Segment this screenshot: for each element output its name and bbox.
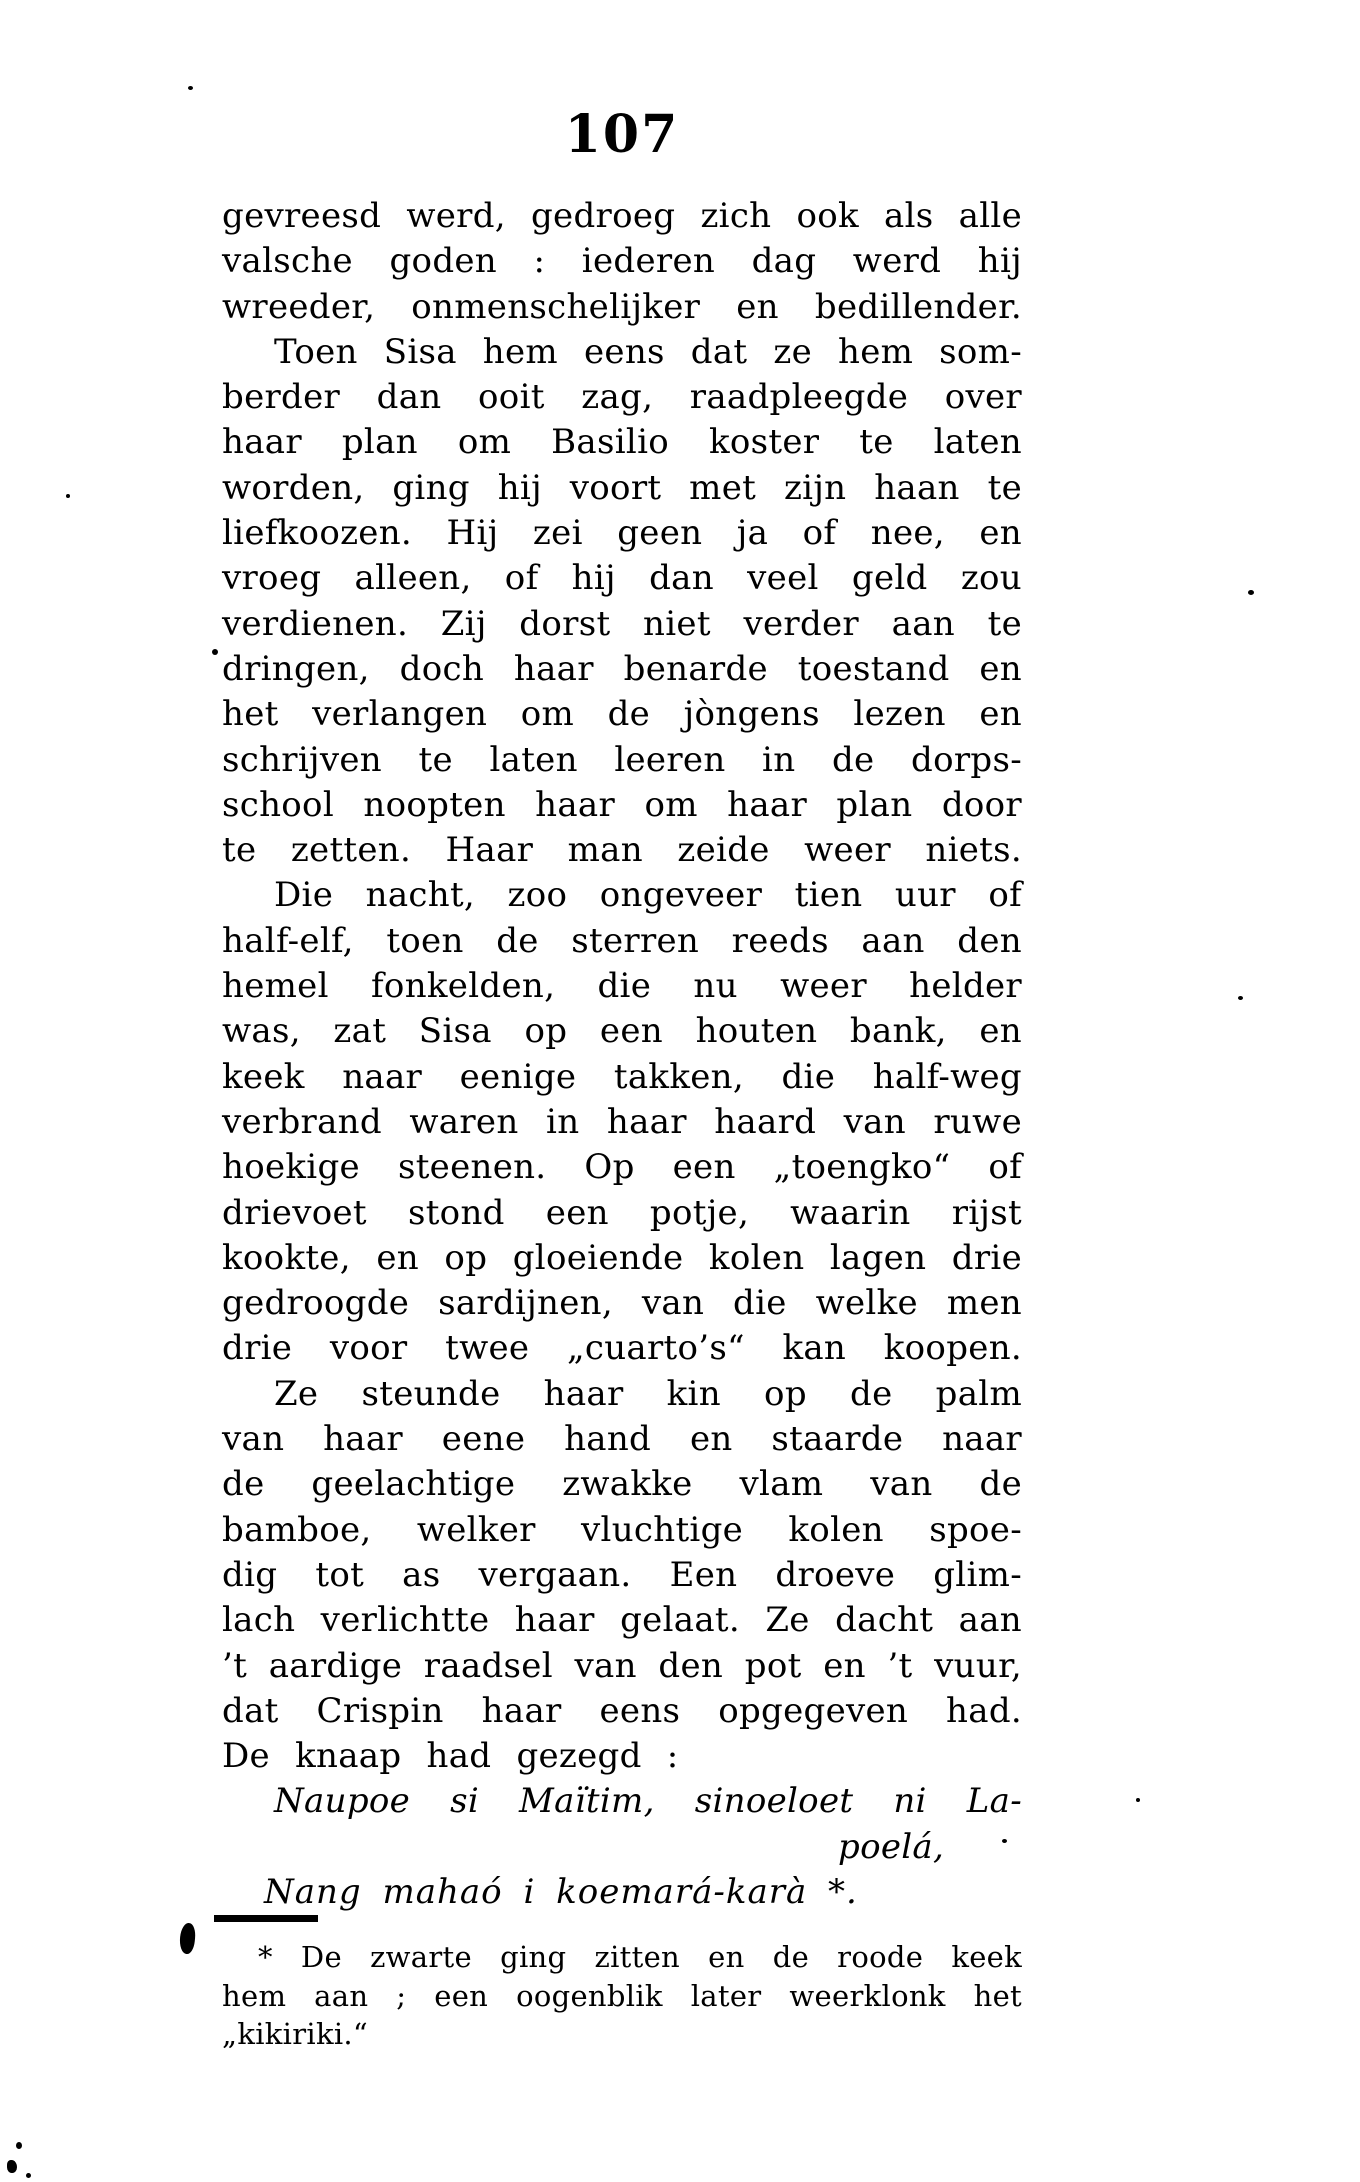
text-line: dringen, doch haar benarde toestand en	[222, 648, 1022, 689]
ink-speck	[1248, 590, 1254, 595]
paragraph	[222, 194, 1022, 330]
text-column	[222, 194, 1022, 1915]
ink-speck	[66, 494, 70, 498]
text-line: valsche goden : iederen dag werd hij	[222, 241, 1022, 282]
ink-speck	[1002, 1839, 1007, 1843]
text-line: berder dan ooit zag, raadpleegde over	[222, 377, 1022, 418]
text-line: bamboe, welker vluchtige kolen spoe-	[222, 1509, 1022, 1550]
text-line: vroeg alleen, of hij dan veel geld zou	[222, 558, 1022, 599]
ink-speck	[7, 2160, 17, 2173]
text-line: liefkoozen. Hij zei geen ja of nee, en	[222, 513, 1022, 554]
footnote	[222, 1938, 1022, 2054]
text-line: was, zat Sisa op een houten bank, en	[222, 1011, 1022, 1052]
text-line: van haar eene hand en staarde naar	[222, 1419, 1022, 1460]
text-line: Toen Sisa hem eens dat ze hem som-	[274, 331, 1022, 372]
ink-speck	[26, 2173, 31, 2178]
paragraph	[222, 1372, 1022, 1780]
text-line: Die nacht, zoo ongeveer tien uur of	[274, 875, 1022, 916]
text-line: De knaap had gezegd :	[222, 1736, 679, 1777]
text-line: drie voor twee „cuarto’s“ kan koopen.	[222, 1328, 1022, 1369]
ink-speck	[188, 86, 193, 90]
paragraph	[222, 330, 1022, 874]
text-line: half-elf, toen de sterren reeds aan den	[222, 920, 1022, 961]
text-line: drievoet stond een potje, waarin rijst	[222, 1192, 1022, 1233]
ink-speck	[16, 2142, 22, 2149]
text-line: worden, ging hij voort met zijn haan te	[222, 467, 1022, 508]
text-line: lach verlichtte haar gelaat. Ze dacht aan	[222, 1600, 1022, 1641]
ink-speck	[212, 649, 218, 655]
text-line: te zetten. Haar man zeide weer niets.	[222, 830, 1022, 871]
text-line: hoekige steenen. Op een „toengko“ of	[222, 1147, 1022, 1188]
text-line: gevreesd werd, gedroeg zich ook als alle	[222, 196, 1022, 236]
text-line: hem aan ; een oogenblik later weerklonk het	[222, 1978, 1022, 2013]
text-line: schrijven te laten leeren in de dorps-	[222, 739, 1022, 780]
text-line: haar plan om Basilio koster te laten	[222, 422, 1022, 463]
text-line: „kikiriki.“	[222, 2017, 369, 2051]
text-line: wreeder, onmenschelijker en bedillender.	[222, 286, 1022, 327]
text-line: * De zwarte ging zitten en de roode keek	[258, 1940, 1022, 1974]
text-line: gedroogde sardijnen, van die welke men	[222, 1283, 1022, 1324]
text-line: keek naar eenige takken, die half-weg	[222, 1056, 1022, 1097]
footnote-separator	[214, 1915, 318, 1922]
text-line: de geelachtige zwakke vlam van de	[222, 1464, 1022, 1505]
text-line: hemel fonkelden, die nu weer helder	[222, 966, 1022, 1007]
verse	[222, 1779, 1022, 1915]
text-line: ’t aardige raadsel van den pot en ’t vuur,	[222, 1645, 1022, 1686]
text-line: dig tot as vergaan. Een droeve glim-	[222, 1554, 1022, 1595]
text-line: verdienen. Zij dorst niet verder aan te	[222, 603, 1022, 644]
text-line: school noopten haar om haar plan door	[222, 784, 1022, 825]
ink-speck	[1238, 996, 1243, 1000]
page-number: 107	[564, 104, 680, 165]
text-line: verbrand waren in haar haard van ruwe	[222, 1101, 1022, 1142]
text-line: Nang mahaó i koemará-karà *.	[264, 1871, 858, 1912]
text-line: poelá,	[838, 1826, 945, 1867]
text-line: het verlangen om de jòngens lezen en	[222, 694, 1022, 735]
text-line: kookte, en op gloeiende kolen lagen drie	[222, 1237, 1022, 1278]
text-line: Ze steunde haar kin op de palm	[274, 1373, 1022, 1414]
ink-speck	[1136, 1798, 1140, 1802]
ink-blot	[178, 1922, 196, 1954]
text-line: Naupoe si Maïtim, sinoeloet ni La-	[274, 1781, 1022, 1822]
text-line: dat Crispin haar eens opgegeven had.	[222, 1690, 1022, 1731]
paragraph	[222, 873, 1022, 1371]
